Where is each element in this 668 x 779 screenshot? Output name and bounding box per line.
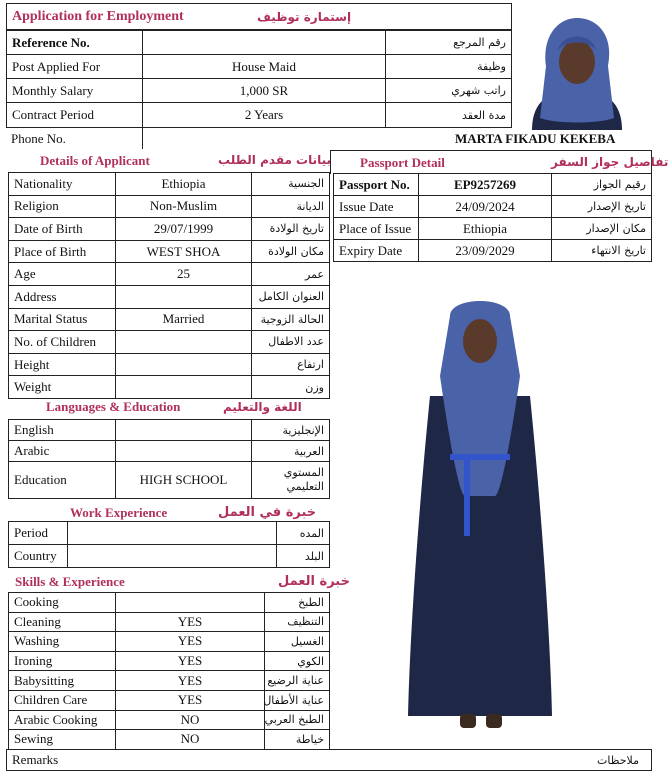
period-label-ar: المده	[276, 521, 330, 545]
details-row-label-ar: مكان الولادة	[251, 240, 330, 264]
details-row-label: Height	[8, 353, 116, 377]
english-label: English	[8, 419, 116, 441]
headshot-portrait-icon	[518, 6, 636, 130]
passport-row-value: Ethiopia	[418, 217, 552, 240]
passport-title-row	[330, 150, 668, 174]
details-row-label-ar: عدد الاطفال	[251, 330, 330, 354]
details-row-value: Ethiopia	[115, 172, 252, 196]
passport-row-label: Passport No.	[333, 173, 419, 196]
arabic-label-ar: العربية	[251, 440, 330, 462]
languages-title: Languages & Education	[46, 399, 181, 414]
salary-value: 1,000 SR	[142, 78, 386, 103]
details-row-label: Marital Status	[8, 308, 116, 332]
skills-title-ar: خبرة العمل	[278, 574, 350, 589]
details-row-label-ar: العنوان الكامل	[251, 285, 330, 309]
skills-row-label: Arabic Cooking	[8, 710, 116, 731]
reference-value	[142, 30, 386, 55]
skills-row-label-ar: الطبخ	[264, 592, 330, 613]
applicant-name: MARTA FIKADU KEKEBA	[455, 131, 616, 146]
post-value: House Maid	[142, 54, 386, 79]
passport-row-label: Issue Date	[333, 195, 419, 218]
reference-label-ar: رقم المرجع	[385, 30, 512, 55]
passport-row-label: Expiry Date	[333, 239, 419, 262]
details-row-label: Date of Birth	[8, 217, 116, 241]
details-row-label: Nationality	[8, 172, 116, 196]
full-body-portrait-icon	[400, 296, 560, 736]
work-title: Work Experience	[70, 505, 168, 520]
passport-row-label-ar: مكان الإصدار	[551, 217, 652, 240]
details-row-value: Married	[115, 308, 252, 332]
passport-row-label: Place of Issue	[333, 217, 419, 240]
skills-title: Skills & Experience	[15, 574, 125, 589]
details-row-label: Place of Birth	[8, 240, 116, 264]
contract-label: Contract Period	[6, 102, 143, 128]
skills-row-value: YES	[115, 690, 265, 711]
passport-row-value: 23/09/2029	[418, 239, 552, 262]
skills-row-label: Cleaning	[8, 612, 116, 633]
details-row-value: Non-Muslim	[115, 195, 252, 219]
full-body-photo	[400, 296, 560, 736]
skills-row-value: NO	[115, 710, 265, 731]
skills-row-label: Washing	[8, 631, 116, 652]
details-row-label-ar: الحالة الزوجية	[251, 308, 330, 332]
title-row	[6, 3, 512, 30]
details-row-value	[115, 330, 252, 354]
skills-row-value: YES	[115, 670, 265, 691]
english-label-ar: الإنجليزية	[251, 419, 330, 441]
education-value: HIGH SCHOOL	[115, 461, 252, 499]
details-row-label-ar: عمر	[251, 262, 330, 286]
skills-row-label-ar: التنظيف	[264, 612, 330, 633]
languages-title-ar: اللغة والتعليم	[223, 400, 302, 414]
details-row-label: Address	[8, 285, 116, 309]
skills-row-value	[115, 592, 265, 613]
remarks-row	[6, 749, 652, 771]
skills-row-label: Cooking	[8, 592, 116, 613]
contract-value: 2 Years	[142, 102, 386, 128]
skills-row-label-ar: الطبخ العربي	[264, 710, 330, 731]
skills-row-value: YES	[115, 631, 265, 652]
passport-row-value: 24/09/2024	[418, 195, 552, 218]
education-label-ar: المستوي التعليمي	[251, 461, 330, 499]
country-label: Country	[8, 544, 68, 568]
details-row-label: Religion	[8, 195, 116, 219]
details-row-label-ar: الديانة	[251, 195, 330, 219]
details-row-label: No. of Children	[8, 330, 116, 354]
arabic-label: Arabic	[8, 440, 116, 462]
skills-row-label-ar: الغسيل	[264, 631, 330, 652]
details-row-value: 29/07/1999	[115, 217, 252, 241]
period-value	[67, 521, 277, 545]
post-label: Post Applied For	[6, 54, 143, 79]
details-row-value	[115, 375, 252, 399]
arabic-value	[115, 440, 252, 462]
salary-label-ar: راتب شهري	[385, 78, 512, 103]
details-row-label: Age	[8, 262, 116, 286]
post-label-ar: وظيفة	[385, 54, 512, 79]
passport-row-label-ar: تاريخ الإصدار	[551, 195, 652, 218]
form-title-ar: إستمارة توظيف	[257, 10, 352, 24]
skills-row-label-ar: خياطة	[264, 729, 330, 750]
period-label: Period	[8, 521, 68, 545]
reference-label: Reference No.	[6, 30, 143, 55]
work-title-ar: خبرة في العمل	[218, 505, 317, 520]
skills-row-label: Sewing	[8, 729, 116, 750]
passport-row-label-ar: رقيم الجواز	[551, 173, 652, 196]
headshot-photo	[518, 6, 636, 130]
remarks-label-ar: ملاحظات	[597, 754, 639, 767]
skills-row-label: Children Care	[8, 690, 116, 711]
skills-row-label-ar: الكوي	[264, 651, 330, 672]
passport-row-value: EP9257269	[418, 173, 552, 196]
passport-row-label-ar: تاريخ الانتهاء	[551, 239, 652, 262]
passport-title: Passport Detail	[360, 154, 445, 170]
skills-row-label-ar: عناية الأطفال	[264, 690, 330, 711]
details-title: Details of Applicant	[40, 153, 150, 168]
skills-row-value: YES	[115, 612, 265, 633]
english-value	[115, 419, 252, 441]
details-row-value	[115, 285, 252, 309]
details-row-value: WEST SHOA	[115, 240, 252, 264]
details-row-value	[115, 353, 252, 377]
education-label: Education	[8, 461, 116, 499]
salary-label: Monthly Salary	[6, 78, 143, 103]
skills-row-value: NO	[115, 729, 265, 750]
details-title-ar: بيانات مقدم الطلب	[218, 153, 332, 167]
form-title: Application for Employment	[12, 8, 184, 24]
remarks-label: Remarks	[12, 752, 59, 767]
passport-title-ar: تفاصيل جواز السفر	[551, 155, 668, 169]
details-row-label: Weight	[8, 375, 116, 399]
phone-label: Phone No.	[6, 127, 143, 149]
country-label-ar: البلد	[276, 544, 330, 568]
skills-row-value: YES	[115, 651, 265, 672]
details-row-value: 25	[115, 262, 252, 286]
country-value	[67, 544, 277, 568]
details-row-label-ar: تاريخ الولادة	[251, 217, 330, 241]
contract-label-ar: مدة العقد	[385, 102, 512, 128]
details-row-label-ar: ارتفاع	[251, 353, 330, 377]
details-row-label-ar: الجنسية	[251, 172, 330, 196]
skills-row-label: Ironing	[8, 651, 116, 672]
details-row-label-ar: وزن	[251, 375, 330, 399]
skills-row-label-ar: عناية الرضيع	[264, 670, 330, 691]
skills-row-label: Babysitting	[8, 670, 116, 691]
